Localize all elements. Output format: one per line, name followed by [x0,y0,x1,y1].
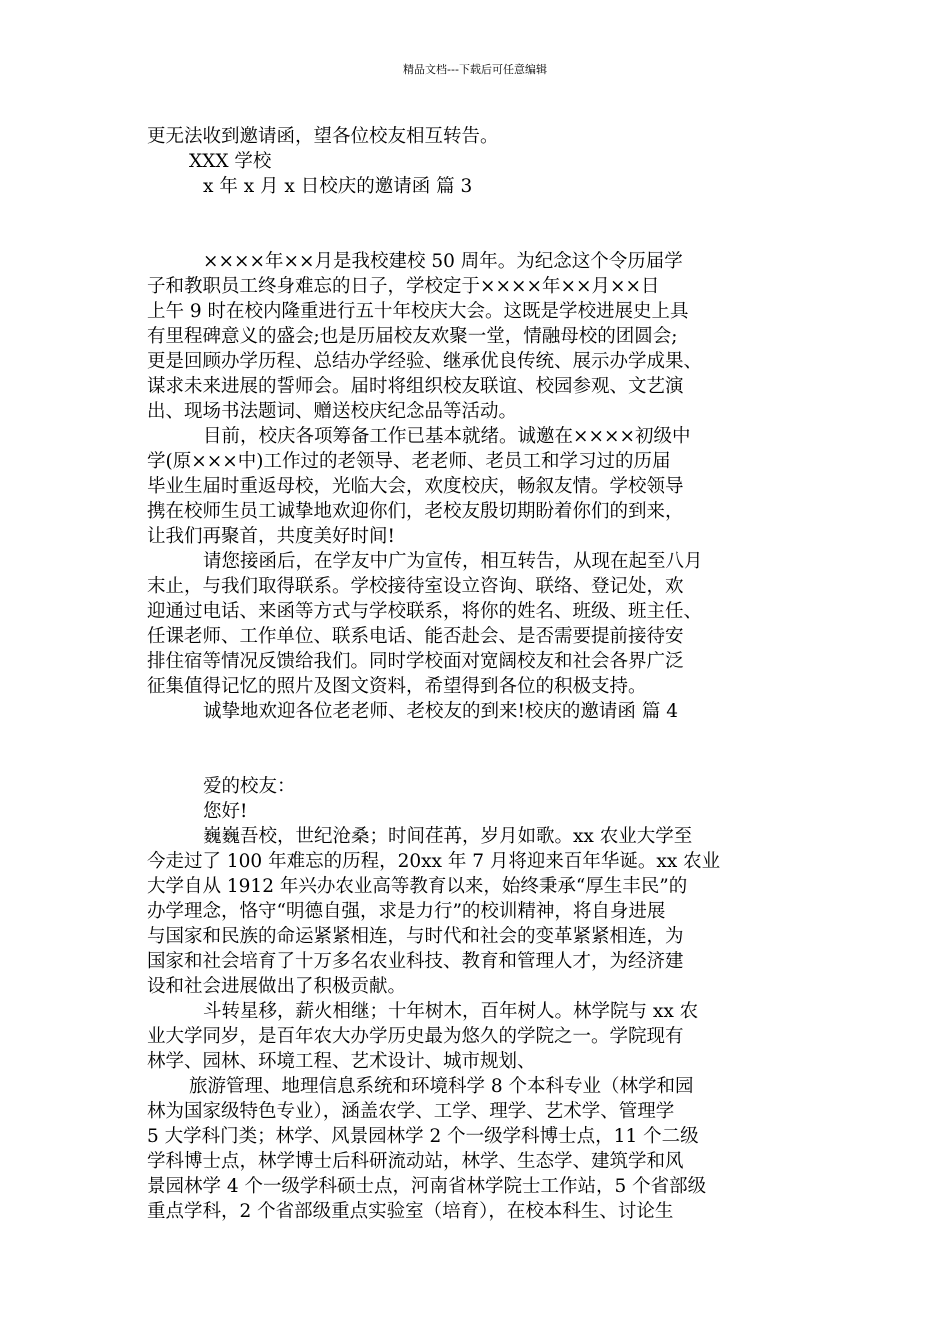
text-line: 学科博士点，林学博士后科研流动站，林学、生态学、建筑学和风 [147,1151,684,1172]
text-line: 携在校师生员工诚挚地欢迎你们，老校友殷切期盼着你们的到来， [147,501,684,522]
text-line: 设和社会进展做出了积极贡献。 [147,976,407,997]
text-line: 有里程碑意义的盛会;也是历届校友欢聚一堂，情融母校的团圆会; [147,326,678,347]
paragraph-anniversary [147,249,827,424]
text-line: 末止，与我们取得联系。学校接待室设立咨询、联络、登记处，欢 [147,576,684,597]
text-line: 5 大学科门类；林学、风景园林学 2 个一级学科博士点，11 个二级 [147,1126,699,1147]
text-line: 毕业生届时重返母校，光临大会，欢度校庆，畅叙友情。学校领导 [147,476,684,497]
paragraph-contact [147,549,827,699]
text-line: 任课老师、工作单位、联系电话、能否赴会、是否需要提前接待安 [147,626,684,647]
text-line: 景园林学 4 个一级学科硕士点，河南省林学院士工作站，5 个省部级 [147,1176,707,1197]
text-line: 国家和社会培育了十万多名农业科技、教育和管理人才，为经济建 [147,951,684,972]
text-line: 学(原×××中)工作过的老领导、老老师、老员工和学习过的历届 [147,451,671,472]
text-line: 斗转星移，薪火相继；十年树木，百年树人。林学院与 xx 农 [203,1001,699,1022]
text-line: 大学自从 1912 年兴办农业高等教育以来，始终秉承“厚生丰民”的 [147,876,688,897]
text-line: 林为国家级特色专业），涵盖农学、工学、理学、艺术学、管理学 [147,1101,675,1122]
text-line: 更是回顾办学历程、总结办学经验、继承优良传统、展示办学成果、 [147,351,703,372]
document-body [147,124,827,1224]
spacer [147,724,827,774]
text-line: 子和教职员工终身难忘的日子，学校定于××××年××月××日 [147,276,660,297]
signature-school: XXX 学校 [189,151,272,172]
text-line: 迎通过电话、来函等方式与学校联系，将你的姓名、班级、班主任、 [147,601,703,622]
text-line: 今走过了 100 年难忘的历程，20xx 年 7 月将迎来百年华诞。xx 农业 [147,851,721,872]
section-heading: x 年 x 月 x 日校庆的邀请函 篇 3 [203,176,473,197]
text-line: 上午 9 时在校内隆重进行五十年校庆大会。这既是学校进展史上具 [147,301,689,322]
text-line: 征集值得记忆的照片及图文资料，希望得到各位的积极支持。 [147,676,647,697]
text-line: 办学理念，恪守“明德自强，求是力行”的校训精神，将自身进展 [147,901,666,922]
spacer [147,199,827,249]
text-line: 谋求未来进展的誓师会。届时将组织校友联谊、校园参观、文艺演 [147,376,684,397]
text-line: 旅游管理、地理信息系统和环境科学 8 个本科专业（林学和园 [189,1076,694,1097]
text-line: 请您接函后，在学友中广为宣传，相互转告，从现在起至八月 [203,551,703,572]
paragraph-college [147,999,827,1074]
paragraph-majors [147,1074,827,1224]
text-line: ××××年××月是我校建校 50 周年。为纪念这个令历届学 [203,251,683,272]
text-line: 让我们再聚首，共度美好时间! [147,526,395,547]
text-line: 与国家和民族的命运紧紧相连，与时代和社会的变革紧紧相连，为 [147,926,684,947]
text-line: 林学、园林、环境工程、艺术设计、城市规划、 [147,1051,536,1072]
section-heading: 诚挚地欢迎各位老老师、老校友的到来!校庆的邀请函 篇 4 [203,701,678,722]
salutation: 您好! [203,801,248,822]
text-line: 出、现场书法题词、赠送校庆纪念品等活动。 [147,401,518,422]
text-line: 业大学同岁，是百年农大办学历史最为悠久的学院之一。学院现有 [147,1026,684,1047]
text-line: 排住宿等情况反馈给我们。同时学校面对宽阔校友和社会各界广泛 [147,651,684,672]
text-line: 目前，校庆各项筹备工作已基本就绪。诚邀在××××初级中 [203,426,691,447]
text-line: 重点学科，2 个省部级重点实验室（培育），在校本科生、讨论生 [147,1201,674,1222]
paragraph-history [147,824,827,999]
text-line: 巍巍吾校，世纪沧桑；时间荏苒，岁月如歌。xx 农业大学至 [203,826,693,847]
greeting: 爱的校友： [203,776,296,797]
page-header: 精品文档---下载后可任意编辑 [403,63,547,76]
paragraph-invitation [147,424,827,549]
text-line: 更无法收到邀请函，望各位校友相互转告。 [147,126,499,147]
